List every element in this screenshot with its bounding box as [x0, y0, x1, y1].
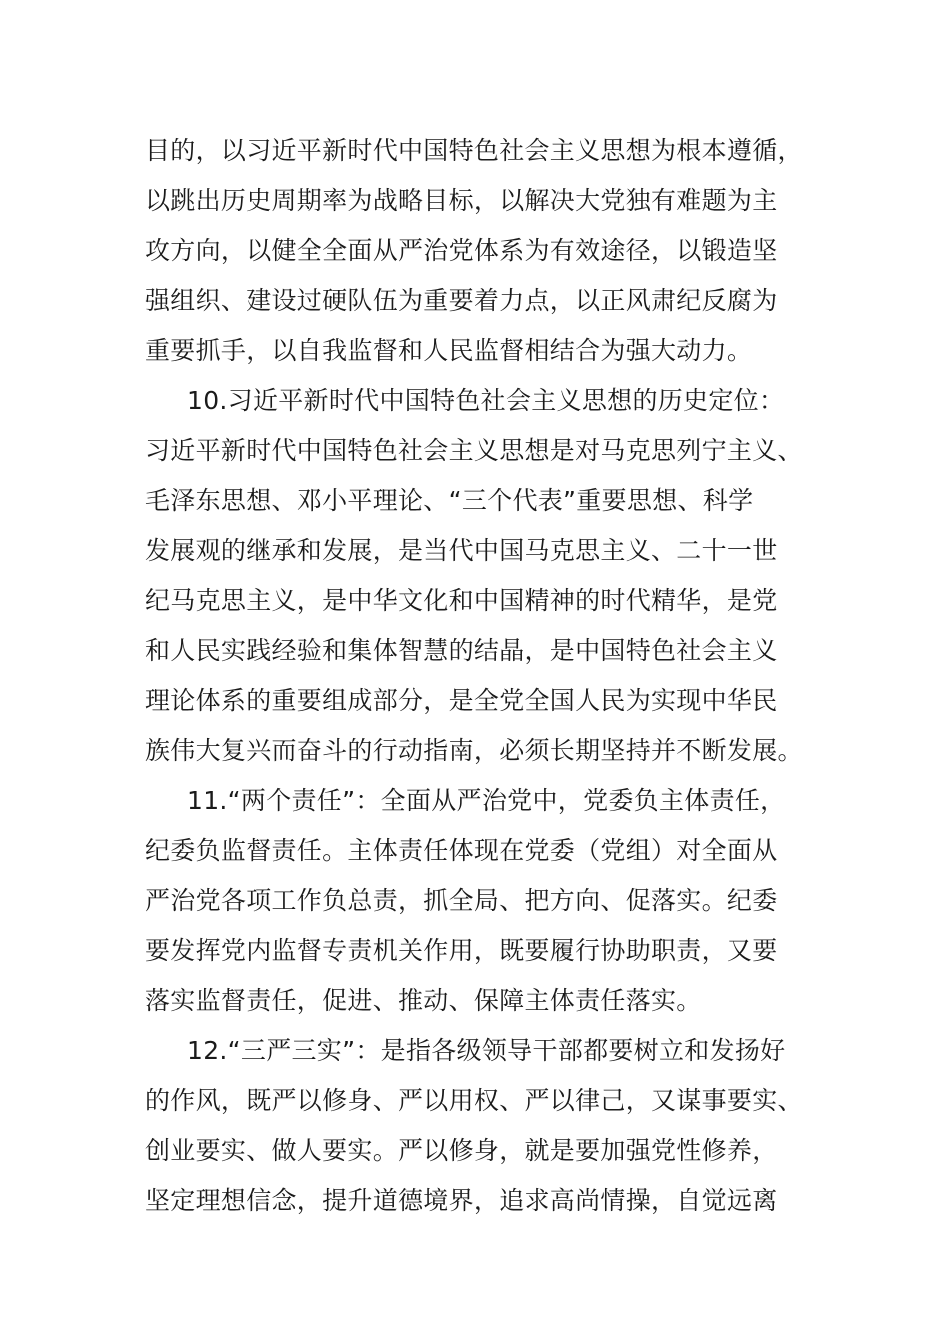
text-line: 强组织、建设过硬队伍为重要着力点，以正风肃纪反腐为	[145, 286, 778, 315]
paragraph-12-heading-line: 12.“三严三实”：是指各级领导干部都要树立和发扬好	[187, 1036, 786, 1065]
text-line: 严治党各项工作负总责，抓全局、把方向、促落实。纪委	[145, 886, 778, 915]
text-line: 发展观的继承和发展，是当代中国马克思主义、二十一世	[145, 536, 778, 565]
text-line: 以跳出历史周期率为战略目标，以解决大党独有难题为主	[145, 186, 778, 215]
paragraph-11-heading-line: 11.“两个责任”：全面从严治党中，党委负主体责任，	[187, 786, 786, 815]
text-line: 和人民实践经验和集体智慧的结晶，是中国特色社会主义	[145, 636, 778, 665]
text-line: 坚定理想信念，提升道德境界，追求高尚情操，自觉远离	[145, 1186, 778, 1215]
paragraph-10-heading-line: 10.习近平新时代中国特色社会主义思想的历史定位：	[187, 386, 785, 415]
text-line: 习近平新时代中国特色社会主义思想是对马克思列宁主义、	[145, 436, 803, 465]
text-line: 毛泽东思想、邓小平理论、“三个代表”重要思想、科学	[145, 486, 754, 515]
text-line: 攻方向，以健全全面从严治党体系为有效途径，以锻造坚	[145, 236, 778, 265]
text-line: 目的，以习近平新时代中国特色社会主义思想为根本遵循，	[145, 136, 803, 165]
text-line: 纪马克思主义，是中华文化和中国精神的时代精华，是党	[145, 586, 778, 615]
document-body	[145, 126, 810, 1226]
text-line: 的作风，既严以修身、严以用权、严以律己，又谋事要实、	[145, 1086, 803, 1115]
text-line: 要发挥党内监督专责机关作用，既要履行协助职责，又要	[145, 936, 778, 965]
text-line: 落实监督责任，促进、推动、保障主体责任落实。	[145, 986, 702, 1015]
text-line: 重要抓手，以自我监督和人民监督相结合为强大动力。	[145, 336, 753, 365]
text-line: 纪委负监督责任。主体责任体现在党委（党组）对全面从	[145, 836, 778, 865]
text-line: 理论体系的重要组成部分，是全党全国人民为实现中华民	[145, 686, 778, 715]
text-line: 族伟大复兴而奋斗的行动指南，必须长期坚持并不断发展。	[145, 736, 803, 765]
text-line: 创业要实、做人要实。严以修身，就是要加强党性修养，	[145, 1136, 778, 1165]
